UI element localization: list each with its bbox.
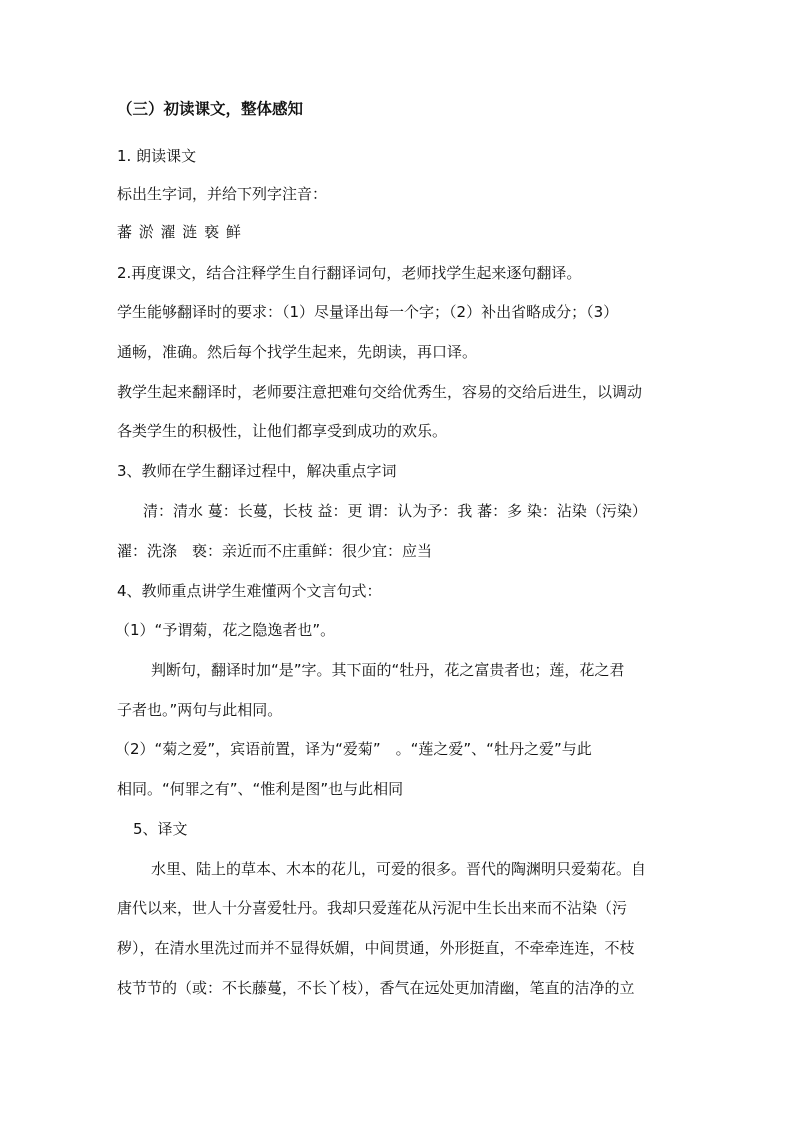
text-line: （1）“予谓菊，花之隐逸者也”。 xyxy=(115,621,336,639)
text-line: 相同。“何罪之有”、“惟利是图”也与此相同 xyxy=(117,780,404,798)
section-heading: （三）初读课文，整体感知 xyxy=(117,100,304,118)
text-line: 学生能够翻译时的要求：（1）尽量译出每一个字；（2）补出省略成分；（3） xyxy=(117,303,619,321)
text-line: 2.再度课文，结合注释学生自行翻译词句，老师找学生起来逐句翻译。 xyxy=(117,264,582,282)
text-line: 通畅，准确。然后每个找学生起来，先朗读，再口译。 xyxy=(117,343,478,361)
text-line: 1. 朗读课文 xyxy=(117,147,197,165)
text-line: 子者也。”两句与此相同。 xyxy=(117,701,283,719)
text-line: 蕃 淤 濯 涟 亵 鲜 xyxy=(117,223,242,241)
text-line: （2）“菊之爱”，宾语前置，译为“爱菊” 。“莲之爱”、“牡丹之爱”与此 xyxy=(115,740,592,758)
text-line: 水里、陆上的草本、木本的花儿，可爱的很多。晋代的陶渊明只爱菊花。自 xyxy=(151,860,647,878)
text-line: 4、教师重点讲学生难懂两个文言句式： xyxy=(117,582,382,600)
text-line: 判断句，翻译时加“是”字。其下面的“牡丹，花之富贵者也；莲，花之君 xyxy=(151,661,625,679)
text-line: 3、教师在学生翻译过程中，解决重点字词 xyxy=(117,462,397,480)
text-line: 枝节节的（或：不长藤蔓，不长丫枝），香气在远处更加清幽，笔直的洁净的立 xyxy=(117,979,635,997)
text-line: 标出生字词，并给下列字注音： xyxy=(117,185,328,203)
text-line: 教学生起来翻译时，老师要注意把难句交给优秀生，容易的交给后进生，以调动 xyxy=(117,383,643,401)
text-line: 濯：洗涤 亵：亲近而不庄重鲜：很少宜：应当 xyxy=(117,542,433,560)
text-line: 秽），在清水里洗过而并不显得妖媚，中间贯通，外形挺直，不牵牵连连，不枝 xyxy=(117,939,635,957)
text-line: 唐代以来，世人十分喜爱牡丹。我却只爱莲花从污泥中生长出来而不沾染（污 xyxy=(117,899,628,917)
text-line: 5、译文 xyxy=(133,820,188,838)
text-line: 各类学生的积极性，让他们都享受到成功的欢乐。 xyxy=(117,422,448,440)
text-line: 清：清水 蔓：长蔓，长枝 益：更 谓：认为予：我 蕃：多 染：沾染（污染） xyxy=(143,502,647,520)
